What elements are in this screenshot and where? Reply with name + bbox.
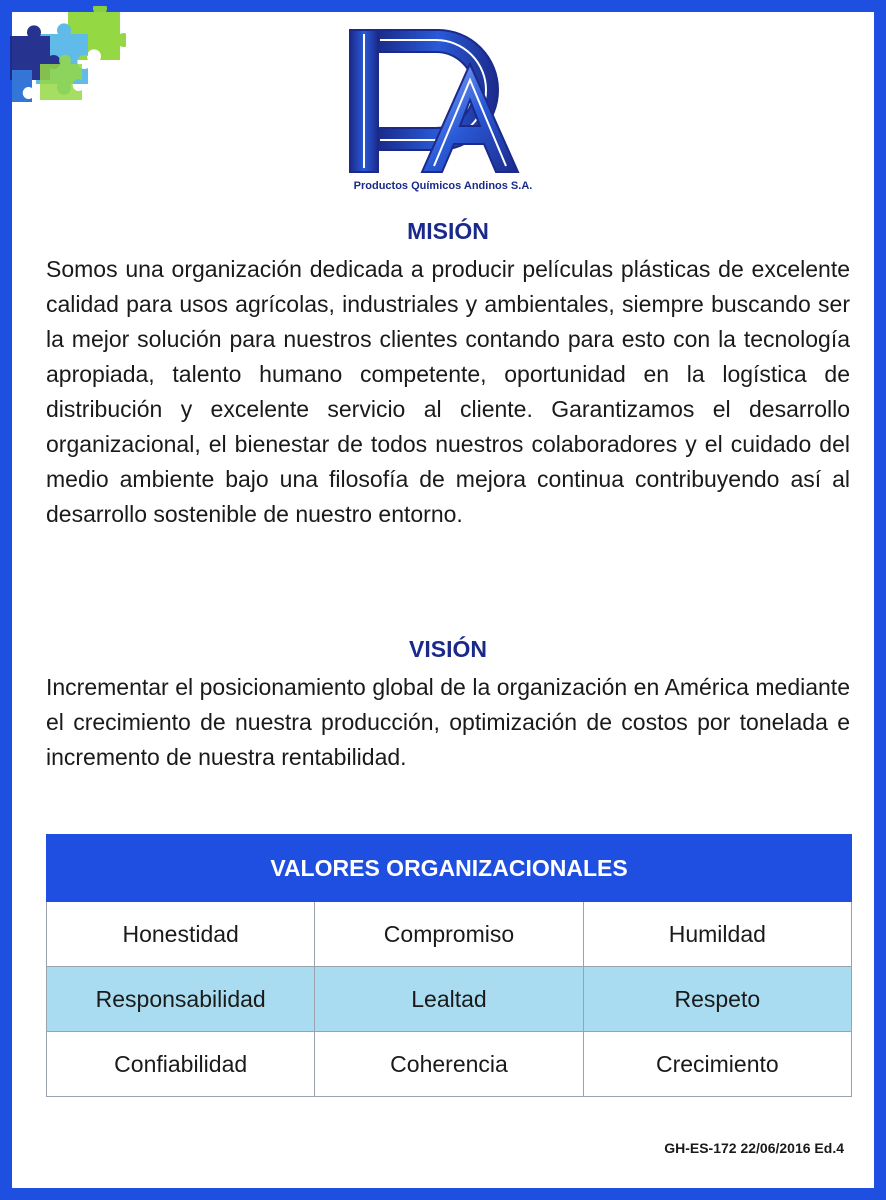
table-row: [47, 967, 852, 1032]
puzzle-pieces-icon: [6, 6, 126, 106]
value-cell: Honestidad: [47, 902, 315, 967]
vision-title: VISIÓN: [409, 636, 487, 662]
mision-title: MISIÓN: [407, 218, 489, 244]
value-cell: Coherencia: [315, 1032, 583, 1097]
value-cell: Responsabilidad: [47, 967, 315, 1032]
table-row: [47, 1032, 852, 1097]
document-code: GH-ES-172 22/06/2016 Ed.4: [664, 1140, 844, 1156]
table-row: [47, 902, 852, 967]
company-logo: [330, 24, 560, 200]
value-cell: Lealtad: [315, 967, 583, 1032]
value-cell: Confiabilidad: [47, 1032, 315, 1097]
mision-text: Somos una organización dedicada a producir películas plásticas de excelente calidad para usos agrícolas, industriales y ambientales, siempre buscando ser la mejor solución para nuestros clientes contando para esto con la tecnología apropiada, talento humano competente, oportunidad en la logística de distribución y excelente servicio al cliente. Garantizamos el desarrollo organizacional, el bienestar de todos nuestros colaboradores y el cuidado del medio ambiente bajo una filosofía de mejora continua contribuyendo así al desarrollo sostenible de nuestro entorno.: [46, 256, 850, 527]
value-cell: Compromiso: [315, 902, 583, 967]
logo-caption: Productos Químicos Andinos S.A.: [353, 180, 533, 192]
value-cell: Respeto: [583, 967, 851, 1032]
value-cell: Crecimiento: [583, 1032, 851, 1097]
valores-title: VALORES ORGANIZACIONALES: [47, 835, 852, 902]
value-cell: Humildad: [583, 902, 851, 967]
valores-table: [46, 834, 852, 1097]
vision-text: Incrementar el posicionamiento global de la organización en América mediante el crecimiento de nuestra producción, optimización de costos por tonelada e incremento de nuestra rentabilidad.: [46, 674, 850, 770]
